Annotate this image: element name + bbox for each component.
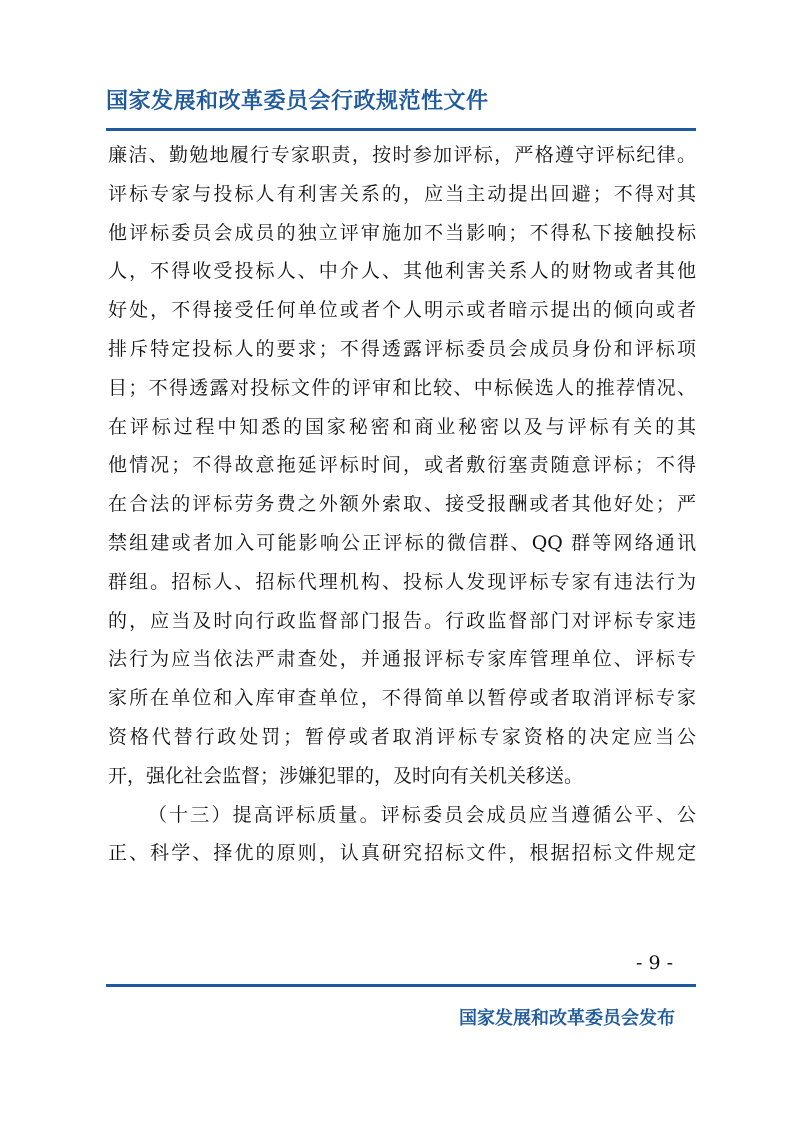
body-line: 排斥特定投标人的要求；不得透露评标委员会成员身份和评标项 <box>108 337 696 360</box>
body-text <box>108 136 696 873</box>
body-line: 群组。招标人、招标代理机构、投标人发现评标专家有违法行为 <box>108 570 696 593</box>
body-line: 的，应当及时向行政监督部门报告。行政监督部门对评标专家违 <box>108 609 696 632</box>
body-line: （十三）提高评标质量。评标委员会成员应当遵循公平、公 <box>148 803 696 826</box>
body-line: 目；不得透露对投标文件的评审和比较、中标候选人的推荐情况、 <box>108 376 696 399</box>
header-divider <box>106 128 696 131</box>
footer-publisher: 国家发展和改革委员会发布 <box>459 1008 675 1029</box>
body-line: 资格代替行政处罚；暂停或者取消评标专家资格的决定应当公 <box>108 725 696 748</box>
body-line: 家所在单位和入库审查单位，不得简单以暂停或者取消评标专家 <box>108 687 696 710</box>
body-line: 开，强化社会监督；涉嫌犯罪的，及时向有关机关移送。 <box>108 764 584 787</box>
body-line: 他评标委员会成员的独立评审施加不当影响；不得私下接触投标 <box>108 221 696 244</box>
body-line: 正、科学、择优的原则，认真研究招标文件，根据招标文件规定 <box>108 842 696 865</box>
footer-divider <box>106 984 696 987</box>
body-line: 在合法的评标劳务费之外额外索取、接受报酬或者其他好处；严 <box>108 493 696 516</box>
body-line: 廉洁、勤勉地履行专家职责，按时参加评标，严格遵守评标纪律。 <box>108 144 696 166</box>
header-title: 国家发展和改革委员会行政规范性文件 <box>106 89 489 114</box>
page-number: - 9 - <box>636 952 674 974</box>
body-line: 他情况；不得故意拖延评标时间，或者敷衍塞责随意评标；不得 <box>108 454 696 477</box>
body-line: 法行为应当依法严肃查处，并通报评标专家库管理单位、评标专 <box>108 648 696 671</box>
body-line: 好处，不得接受任何单位或者个人明示或者暗示提出的倾向或者 <box>108 299 696 322</box>
body-line: 在评标过程中知悉的国家秘密和商业秘密以及与评标有关的其 <box>108 415 696 438</box>
body-line: 评标专家与投标人有利害关系的，应当主动提出回避；不得对其 <box>108 182 696 205</box>
body-line: 人，不得收受投标人、中介人、其他利害关系人的财物或者其他 <box>108 260 696 283</box>
body-line: 禁组建或者加入可能影响公正评标的微信群、QQ 群等网络通讯 <box>108 531 696 554</box>
